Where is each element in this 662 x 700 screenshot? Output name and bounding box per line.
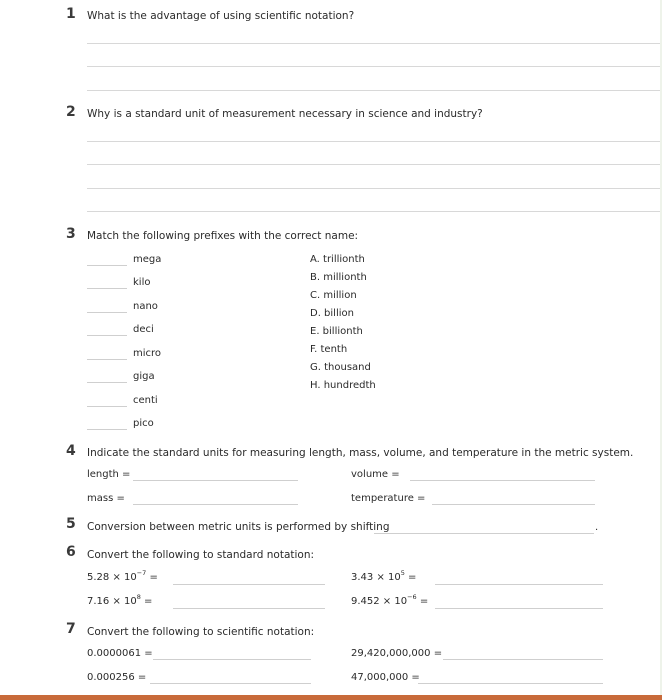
question-4-number: 4 (66, 443, 76, 459)
name-option: A. trillionth (310, 254, 365, 265)
bottom-border (0, 695, 662, 700)
question-7-text: Convert the following to scientific notation: (87, 626, 315, 638)
name-option: B. millionth (310, 272, 367, 283)
match-blank[interactable] (87, 406, 127, 407)
standard-item-1 (87, 568, 158, 583)
question-6-number: 6 (66, 544, 76, 560)
volume-label: volume = (351, 469, 400, 480)
name-option: F. tenth (310, 344, 348, 355)
scientific-item-4: 47,000,000 = (351, 672, 420, 683)
name-option: G. thousand (310, 362, 371, 373)
scientific-item-1: 0.0000061 = (87, 648, 153, 659)
question-4-text: Indicate the standard units for measuring length, mass, volume, and temperature in the metric system. (87, 447, 634, 459)
equals: = (416, 596, 429, 607)
name-option: E. billionth (310, 326, 363, 337)
exponent: −6 (407, 592, 417, 601)
answer-line[interactable] (87, 90, 662, 91)
name-option: D. billion (310, 308, 354, 319)
standard-item-2 (351, 568, 417, 583)
match-blank[interactable] (87, 359, 127, 360)
exponent: 5 (400, 568, 405, 577)
prefix-micro: micro (133, 348, 162, 359)
answer-line[interactable] (87, 141, 662, 142)
prefix-deci: deci (133, 324, 154, 335)
mantissa: 9.452 × 10 (351, 596, 408, 607)
question-2-text: Why is a standard unit of measurement necessary in science and industry? (87, 108, 483, 120)
answer-blank[interactable] (173, 584, 325, 585)
question-3-text: Match the following prefixes with the correct name: (87, 230, 359, 242)
answer-line[interactable] (87, 66, 662, 67)
match-blank[interactable] (87, 265, 127, 266)
match-blank[interactable] (87, 429, 127, 430)
answer-line[interactable] (87, 164, 662, 165)
match-blank[interactable] (87, 312, 127, 313)
equals: = (146, 572, 158, 583)
question-2-number: 2 (66, 104, 76, 120)
question-7-number: 7 (66, 621, 76, 637)
prefix-pico: pico (133, 418, 154, 429)
equals: = (140, 596, 153, 607)
question-1-number: 1 (66, 6, 76, 22)
question-3-number: 3 (66, 226, 76, 242)
question-6-text: Convert the following to standard notation: (87, 549, 315, 561)
answer-line[interactable] (87, 43, 662, 44)
answer-blank[interactable] (435, 608, 603, 609)
answer-blank[interactable] (418, 683, 603, 684)
volume-blank[interactable] (410, 480, 595, 481)
scientific-item-2: 29,420,000,000 = (351, 648, 443, 659)
exponent: −7 (136, 568, 147, 577)
mass-label: mass = (87, 493, 125, 504)
question-1-text: What is the advantage of using scientific notation? (87, 10, 355, 22)
answer-blank[interactable] (153, 659, 311, 660)
match-blank[interactable] (87, 335, 127, 336)
mantissa: 7.16 × 10 (87, 596, 137, 607)
answer-blank[interactable] (150, 683, 311, 684)
equals: = (404, 572, 417, 583)
question-5-number: 5 (66, 516, 76, 532)
answer-line[interactable] (87, 211, 662, 212)
shifting-blank[interactable] (374, 533, 594, 534)
prefix-centi: centi (133, 395, 158, 406)
length-label: length = (87, 469, 131, 480)
exponent: 8 (136, 592, 141, 601)
name-option: C. million (310, 290, 357, 301)
temperature-blank[interactable] (432, 504, 595, 505)
prefix-kilo: kilo (133, 277, 151, 288)
temperature-label: temperature = (351, 493, 426, 504)
answer-blank[interactable] (443, 659, 603, 660)
answer-blank[interactable] (435, 584, 603, 585)
length-blank[interactable] (133, 480, 298, 481)
standard-item-3 (87, 592, 153, 607)
answer-line[interactable] (87, 188, 662, 189)
mantissa: 5.28 × 10 (87, 572, 137, 583)
scientific-item-3: 0.000256 = (87, 672, 147, 683)
mass-blank[interactable] (133, 504, 298, 505)
answer-blank[interactable] (173, 608, 325, 609)
prefix-mega: mega (133, 254, 162, 265)
prefix-nano: nano (133, 301, 158, 312)
question-5-text: Conversion between metric units is performed by shifting (87, 521, 390, 533)
mantissa: 3.43 × 10 (351, 572, 401, 583)
name-option: H. hundredth (310, 380, 376, 391)
prefix-giga: giga (133, 371, 155, 382)
sentence-period: . (595, 522, 599, 533)
match-blank[interactable] (87, 382, 127, 383)
match-blank[interactable] (87, 288, 127, 289)
standard-item-4 (351, 592, 429, 607)
